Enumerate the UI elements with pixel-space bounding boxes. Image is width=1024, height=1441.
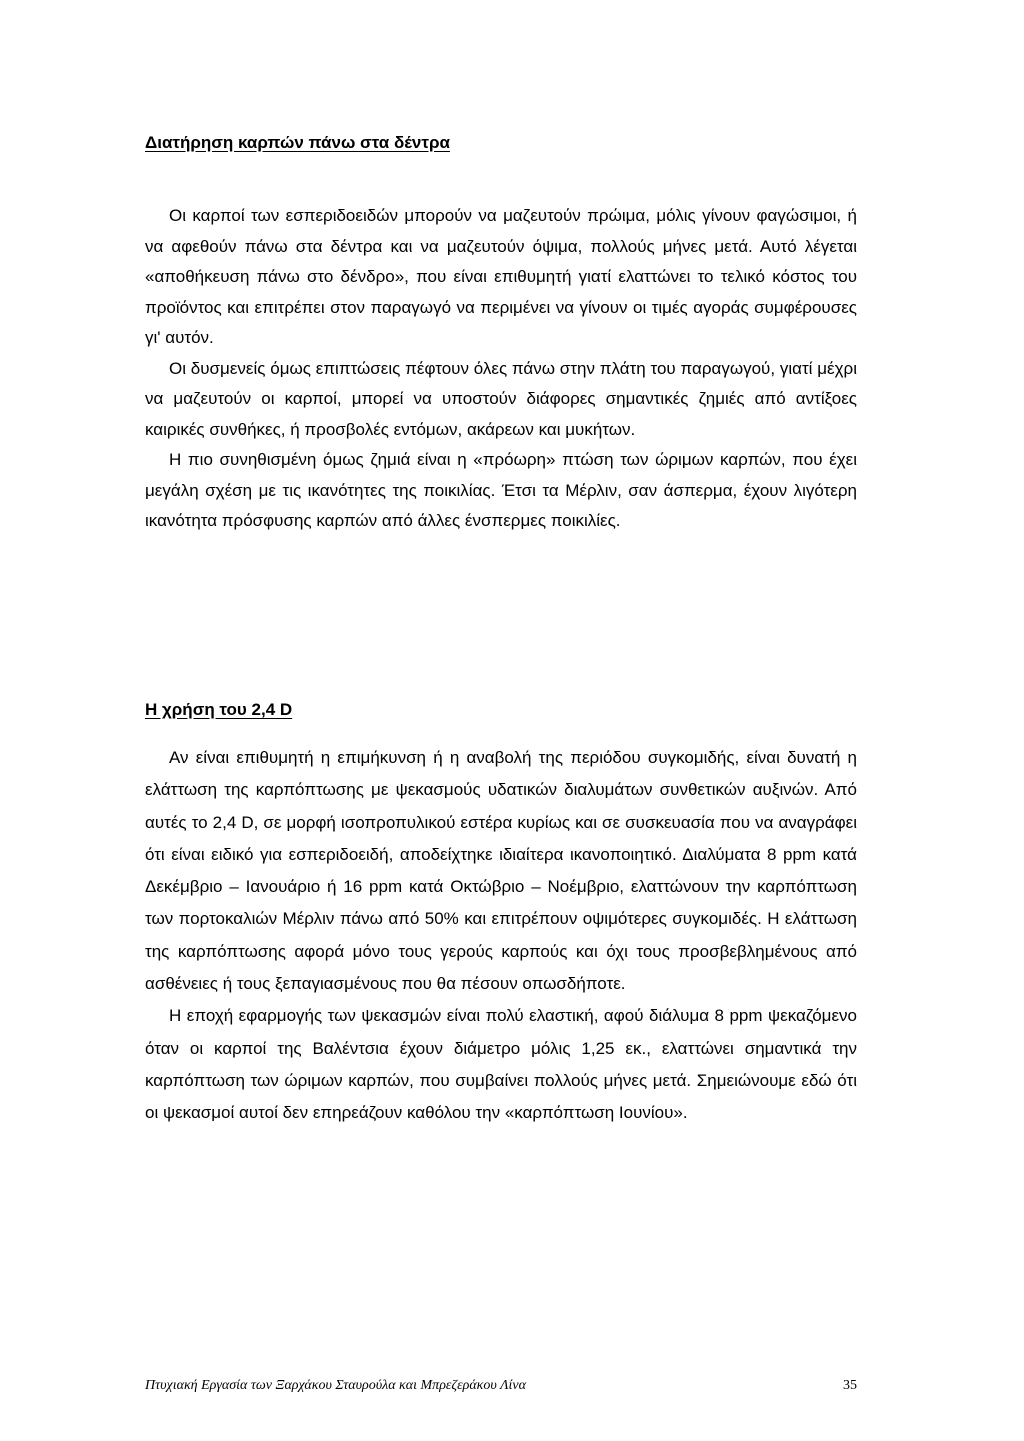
paragraph: Η εποχή εφαρμογής των ψεκασμών είναι πολύ ελαστική, αφού διάλυμα 8 ppm ψεκαζόμενο όταν οι καρποί της Βαλέντσια έχουν διάμετρο μόλις 1,25 εκ., ελαττώνει σημαντικά την καρπόπτωση των ώριμων καρπών, που συμβαίνει πολλούς μήνες μετά. Σημειώνουμε εδώ ότι οι ψεκασμοί αυτοί δεν επηρεάζουν καθόλου την «καρπόπτωση Ιουνίου».: [145, 1006, 857, 1123]
paragraph: Οι δυσμενείς όμως επιπτώσεις πέφτουν όλες πάνω στην πλάτη του παραγωγού, γιατί μέχρι να μαζευτούν οι καρποί, μπορεί να υποστούν διάφορες σημαντικές ζημιές από αντίξοες καιρικές συνθήκες, ή προσβολές εντόμων, ακάρεων και μυκήτων.: [145, 358, 857, 439]
section-title-2-4-d: Η χρήση του 2,4 D: [145, 700, 293, 719]
section-title-fruit-retention: Διατήρηση καρπών πάνω στα δέντρα: [145, 133, 450, 152]
paragraph: Οι καρποί των εσπεριδοειδών μπορούν να μαζευτούν πρώιμα, μόλις γίνουν φαγώσιμοι, ή να αφεθούν πάνω στα δέντρα και να μαζευτούν όψιμα, πολλούς μήνες μετά. Αυτό λέγεται «αποθήκευση πάνω στο δένδρο», που είναι επιθυμητή γιατί ελαττώνει το τελικό κόστος του προϊόντος και επιτρέπει στον παραγωγό να περιμένει να γίνουν οι τιμές αγοράς συμφέρουσες γι' αυτόν.: [145, 206, 857, 347]
paragraph: Η πιο συνηθισμένη όμως ζημιά είναι η «πρόωρη» πτώση των ώριμων καρπών, που έχει μεγάλη σχέση με τις ικανότητες της ποικιλίας. Έτσι τα Μέρλιν, σαν άσπερμα, έχουν λιγότερη ικανότητα πρόσφυσης καρπών από άλλες ένσπερμες ποικιλίες.: [145, 450, 857, 530]
page-number: 35: [843, 1378, 857, 1393]
page-footer: [145, 1378, 857, 1394]
section-body-fruit-retention: [145, 201, 857, 537]
document-page: [145, 0, 857, 1441]
footer-text: Πτυχιακή Εργασία των Ξαρχάκου Σταυρούλα και Μπρεζεράκου Λίνα: [145, 1378, 526, 1393]
section-body-2-4-d: [145, 742, 857, 1130]
paragraph: Αν είναι επιθυμητή η επιμήκυνση ή η αναβολή της περιόδου συγκομιδής, είναι δυνατή η ελάττωση της καρπόπτωσης με ψεκασμούς υδατικών διαλυμάτων συνθετικών αυξινών. Από αυτές το 2,4 D, σε μορφή ισοπροπυλικού εστέρα κυρίως και σε συσκευασία που να αναγράφει ότι είναι ειδικό για εσπεριδοειδή, αποδείχτηκε ιδιαίτερα ικανοποιητικό. Διαλύματα 8 ppm κατά Δεκέμβριο – Ιανουάριο ή 16 ppm κατά Οκτώβριο – Νοέμβριο, ελαττώνουν την καρπόπτωση των πορτοκαλιών Μέρλιν πάνω από 50% και επιτρέπουν οψιμότερες συγκομιδές. Η ελάττωση της καρπόπτωσης αφορά μόνο τους γερούς καρπούς και όχι τους προσβεβλημένους από ασθένειες ή τους ξεπαγιασμένους που θα πέσουν οπωσδήποτε.: [145, 748, 857, 994]
